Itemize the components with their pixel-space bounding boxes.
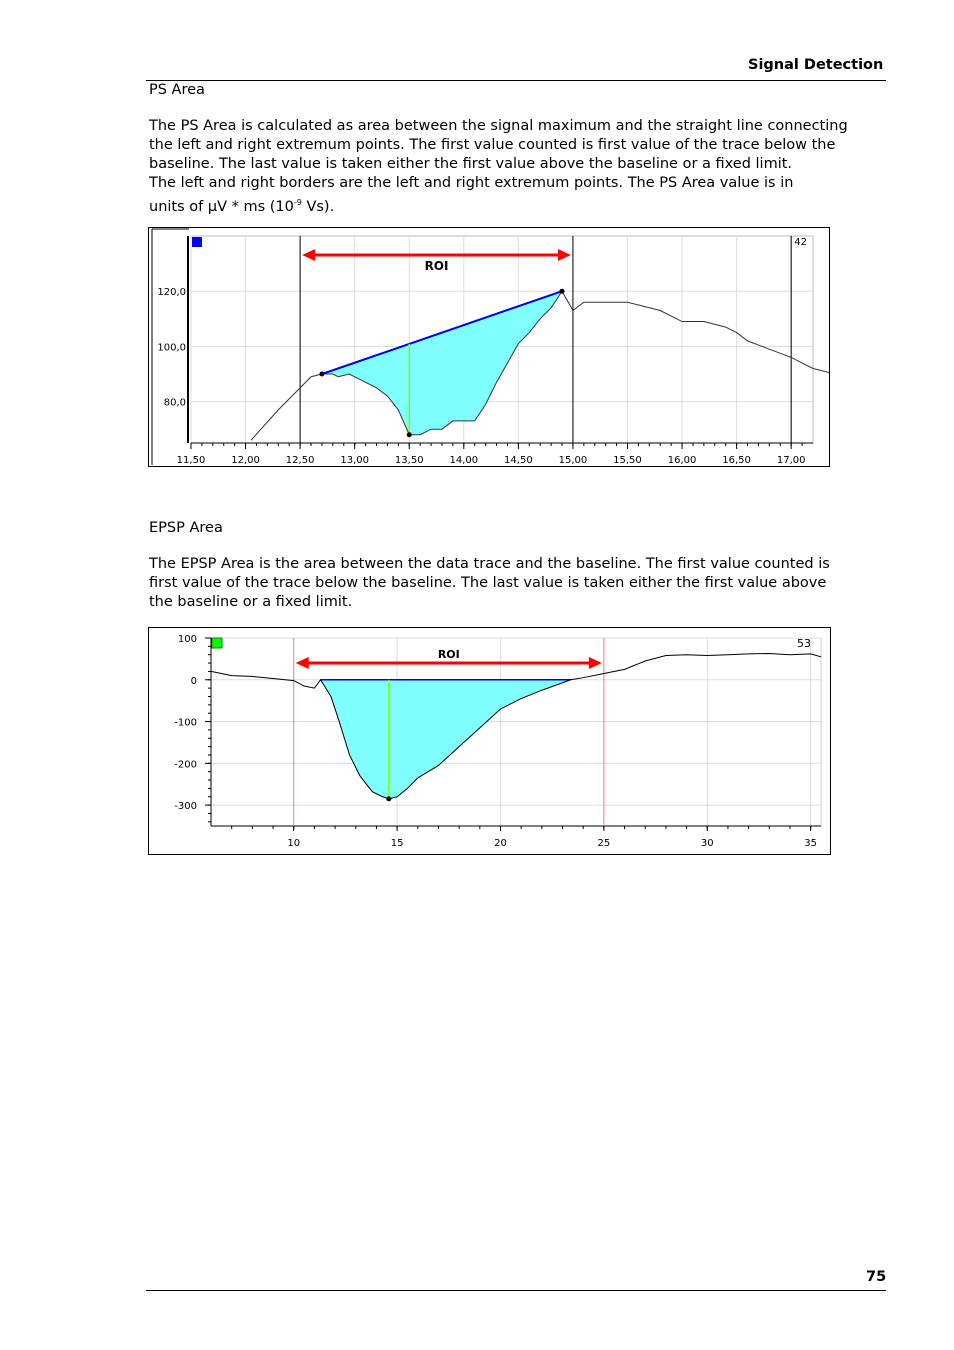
ps-area-paragraph — [149, 117, 869, 217]
epsp-area-chart — [148, 627, 831, 855]
x-tick-label: 15 — [390, 838, 404, 849]
ps-line-5b: Vs). — [301, 198, 335, 215]
y-tick-label: -300 — [174, 801, 197, 813]
y-tick-label: -100 — [174, 717, 197, 729]
ps-area-chart — [148, 227, 830, 467]
y-tick-label: 100,0 — [157, 342, 186, 354]
x-tick-label: 17,00 — [776, 455, 806, 466]
roi-label: ROI — [437, 648, 460, 661]
epsp-area-chart-svg — [149, 628, 830, 854]
epsp-area-paragraph — [149, 555, 869, 612]
epsp-line-3: the baseline or a fixed limit. — [149, 594, 353, 610]
trace-number: 42 — [794, 237, 807, 248]
ps-line-3: baseline. The last value is taken either the first value above the baseline or a fixed limit. — [149, 156, 793, 172]
trace-color-badge — [212, 638, 222, 648]
epsp-line-2: first value of the trace below the baseline. The last value is taken either the first value above — [149, 575, 827, 591]
x-tick-label: 20 — [494, 838, 507, 849]
x-tick-label: 12,00 — [231, 455, 260, 466]
x-tick-label: 25 — [597, 838, 611, 849]
ps-line-4: The left and right borders are the left and right extremum points. The PS Area value is in — [149, 175, 794, 191]
ps-line-5a: units of µV * ms (10 — [149, 198, 294, 215]
trace-number: 53 — [797, 637, 811, 650]
ps-line-5 — [149, 193, 869, 217]
x-tick-label: 11,50 — [176, 455, 206, 466]
peak-point — [386, 796, 391, 801]
y-tick-label: 100 — [177, 634, 197, 645]
ps-line-1: The PS Area is calculated as area between the signal maximum and the straight line connecting — [149, 118, 848, 134]
plot-area — [211, 638, 821, 826]
ps-area-chart-svg — [149, 228, 829, 466]
y-tick-label: 120,0 — [157, 287, 186, 299]
right-extremum-point — [560, 289, 565, 294]
ps-line-2: the left and right extremum points. The first value counted is first value of the trace below the — [149, 137, 836, 153]
page-header-title: Signal Detection — [748, 57, 884, 73]
epsp-area-heading: EPSP Area — [149, 520, 223, 536]
left-extremum-point — [319, 372, 324, 377]
x-tick-label: 30 — [700, 838, 714, 849]
ps-exponent: -9 — [293, 198, 302, 207]
x-tick-label: 15,00 — [558, 455, 588, 466]
x-tick-label: 14,50 — [504, 455, 533, 466]
x-tick-label: 12,50 — [285, 455, 315, 466]
roi-label: ROI — [424, 259, 449, 273]
peak-point — [407, 432, 412, 437]
header-rule — [146, 80, 886, 81]
x-tick-label: 35 — [804, 838, 818, 849]
page-number: 75 — [866, 1269, 887, 1285]
epsp-line-1: The EPSP Area is the area between the data trace and the baseline. The first value counted is — [149, 556, 830, 572]
x-tick-label: 10 — [287, 838, 301, 849]
y-tick-label: -200 — [174, 759, 197, 771]
footer-rule — [146, 1290, 886, 1291]
ps-area-heading: PS Area — [149, 82, 205, 98]
x-tick-label: 14,00 — [449, 455, 479, 466]
x-tick-label: 16,50 — [722, 455, 751, 466]
trace-color-badge — [192, 237, 202, 247]
y-tick-label: 80,0 — [163, 397, 186, 409]
x-tick-label: 15,50 — [613, 455, 642, 466]
x-tick-label: 16,00 — [667, 455, 697, 466]
y-tick-label: 0 — [190, 675, 197, 687]
x-tick-label: 13,00 — [340, 455, 370, 466]
x-tick-label: 13,50 — [394, 455, 424, 466]
